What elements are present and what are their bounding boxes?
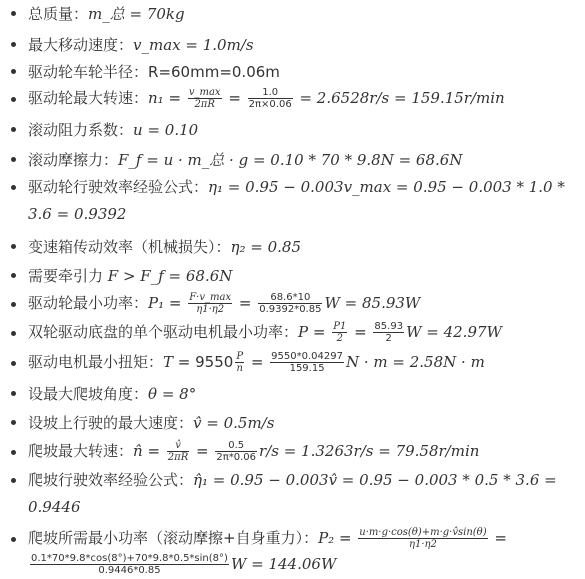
math-symbol: P₁ (148, 294, 165, 312)
math-expression: F_f = u · m_总 · g = 0.10 * 70 * 9.8N = 68.6N (118, 151, 463, 169)
fraction (188, 292, 232, 315)
item-label: 设坡上行驶的最大速度： (28, 414, 194, 432)
fraction-denominator: 2π×0.06 (248, 99, 292, 110)
list-item-wheel-power: 驱动轮最小功率：P₁ = $\frac{F\cdot v\_\max}{\eta 1\cdot\eta 2}$ = $\frac{68.6*10}{0.9392*0.85}$ W = 85.93W (28, 292, 421, 315)
item-label: 爬坡所需最小功率（滚动摩擦+自身重力）： (28, 529, 319, 547)
fraction (373, 321, 404, 344)
item-label: 爬坡行驶效率经验公式： (28, 471, 194, 489)
item-label: 设最大爬坡角度： (28, 385, 149, 403)
fraction (248, 87, 293, 110)
fraction-numerator: v̂ (175, 440, 181, 451)
fraction-denominator: 0.9392*0.85 (259, 304, 322, 315)
fraction-denominator: 159.15 (270, 362, 344, 374)
fraction-numerator: v_max (188, 87, 221, 98)
list-item-motor-torque: 驱动电机最小扭矩：T = 9550 $\frac{P}{n}$ = $\frac{9550*0.04297}{159.15}$ N · m = 2.58N · m (28, 351, 485, 374)
item-label: 驱动轮最小功率： (28, 294, 149, 312)
list-item-slope-rpm: 爬坡最大转速：n̂ = $\frac{v̂}{2\pi R}$ = $\frac{0.5}{2\pi*0.06}$ r/s = 1.3263r/s = 79.58r/min (28, 440, 480, 463)
item-label: 驱动轮车轮半径： (28, 63, 149, 81)
item-label: 需要牵引力 (28, 267, 104, 285)
list-item-max-speed (28, 34, 580, 56)
fraction-numerator: 85.93 (374, 321, 404, 332)
math-constant: 9550 (195, 353, 234, 371)
item-label: 驱动轮行驶效率经验公式： (28, 178, 209, 196)
list-bullet (11, 331, 16, 336)
fraction-numerator: 1.0 (262, 87, 279, 98)
list-item-max-rpm: 驱动轮最大转速：n₁ = $\frac{v\_\max}{2\pi R}$ = $\frac{1.0}{2\pi\times 0.06}$ = 2.6528r/s = 159.15r/min (28, 87, 505, 110)
fraction (358, 527, 487, 550)
fraction (215, 440, 257, 463)
item-label: 滚动摩擦力： (28, 151, 119, 169)
list-bullet (11, 42, 16, 47)
fraction (258, 292, 322, 315)
list-bullet (11, 537, 16, 542)
list-bullet (11, 273, 16, 278)
item-label: 最大移动速度： (28, 36, 134, 54)
math-expression: v_max = 1.0m/s (133, 36, 254, 54)
list-item-total-mass (28, 3, 580, 25)
math-result: = 2.6528r/s = 159.15r/min (299, 89, 505, 107)
math-result: W = 85.93W (324, 294, 421, 312)
fraction-denominator: 2πR (167, 452, 189, 463)
fraction-numerator: u·m·g·cos(θ)+m·g·v̂sin(θ) (359, 527, 487, 538)
fraction-numerator: 0.5 (228, 440, 245, 451)
list-item-drive-efficiency (28, 174, 580, 228)
math-symbol: P (298, 323, 309, 341)
list-bullet (11, 420, 16, 425)
math-expression: m_总 = 70kg (88, 5, 185, 23)
item-label: 爬坡最大转速： (28, 442, 134, 460)
math-symbol: T (163, 353, 174, 371)
item-label: 驱动轮最大转速： (28, 89, 149, 107)
fraction (188, 87, 222, 110)
list-bullet (11, 478, 16, 483)
item-value: R=60mm=0.06m (148, 63, 280, 81)
fraction-numerator: P (236, 351, 244, 362)
math-expression: η₁ = 0.95 − 0.003v_max = 0.95 − 0.003 * 1.0 * 3.6 = 0.9392 (28, 178, 565, 223)
list-item-rolling-coef (28, 119, 580, 141)
list-bullet (11, 11, 16, 16)
fraction-denominator: 2 (373, 332, 404, 344)
item-label: 滚动阻力系数： (28, 121, 134, 139)
list-item-slope-speed (28, 412, 580, 434)
list-item-max-slope (28, 383, 580, 405)
math-expression: η₂ = 0.85 (230, 238, 302, 256)
list-bullet (11, 157, 16, 162)
list-item-gearbox-efficiency (28, 236, 580, 258)
fraction-denominator: 2 (332, 332, 347, 344)
math-symbol: P₂ (318, 529, 335, 547)
list-bullet (11, 450, 16, 455)
list-bullet (11, 127, 16, 132)
list-bullet (11, 244, 16, 249)
list-bullet (11, 302, 16, 307)
math-result: W = 144.06W (230, 555, 337, 573)
fraction (270, 351, 344, 374)
math-expression: F > F_f = 68.6N (107, 267, 233, 285)
list-item-slope-power: 爬坡所需最小功率（滚动摩擦+自身重力）：P₂ = $\frac{u\cdot m\cdot g\cdot\cos(\theta)+m\cdot g\cdot v̂\sin(\theta)}{\eta 1\cdot\eta 2}$ = $\frac{0.1*70*9.8*\cos(8^\circ)+70*9.8*0.5*\sin(8^\circ)}{0.9446*0.85}$ W = 144.06W (28, 527, 507, 576)
list-bullet (11, 391, 16, 396)
fraction-numerator: 68.6*10 (270, 292, 311, 303)
list-bullet (11, 69, 16, 74)
math-result: W = 42.97W (406, 323, 502, 341)
item-label: 驱动电机最小扭矩： (28, 353, 164, 371)
math-result: r/s = 1.3263r/s = 79.58r/min (259, 442, 480, 460)
item-label: 变速箱传动效率（机械损失）： (28, 238, 231, 256)
fraction-denominator: n (236, 363, 243, 374)
math-symbol: n₁ (148, 89, 164, 107)
list-bullet (11, 185, 16, 190)
fraction-denominator: η1·η2 (188, 303, 232, 315)
list-item-motor-power: 双轮驱动底盘的单个驱动电机最小功率：P = $\frac{P1}{2}$ = $\frac{85.93}{2}$ W = 42.97W (28, 321, 502, 344)
item-label: 双轮驱动底盘的单个驱动电机最小功率： (28, 323, 299, 341)
list-item-wheel-radius (28, 61, 580, 83)
fraction-numerator: 9550*0.04297 (271, 351, 343, 362)
item-label: 总质量： (28, 5, 89, 23)
list-item-traction (28, 265, 580, 287)
math-result: N · m = 2.58N · m (345, 353, 485, 371)
list-bullet (11, 97, 16, 102)
math-expression: η̂₁ = 0.95 − 0.003v̂ = 0.95 − 0.003 * 0.5 * 3.6 = 0.9446 (28, 471, 557, 516)
math-expression: u = 0.10 (133, 121, 199, 139)
list-item-rolling-friction (28, 149, 580, 171)
fraction-denominator: 2πR (188, 98, 222, 110)
fraction (167, 440, 189, 463)
fraction-denominator: 0.9446*0.85 (30, 564, 229, 576)
fraction (332, 321, 347, 344)
list-bullet (11, 361, 16, 366)
fraction-numerator: F·v_max (189, 292, 232, 303)
fraction-denominator: 2π*0.06 (216, 452, 257, 463)
math-expression: θ = 8° (148, 385, 197, 403)
math-expression: v̂ = 0.5m/s (193, 414, 275, 432)
list-item-slope-efficiency (28, 467, 580, 521)
fraction-denominator: η1·η2 (358, 538, 487, 550)
fraction-numerator: P1 (333, 321, 347, 332)
fraction-numerator: 0.1*70*9.8*cos(8°)+70*9.8*0.5*sin(8°) (31, 553, 228, 564)
fraction (30, 553, 229, 576)
math-symbol: n̂ (133, 442, 143, 460)
fraction (235, 351, 244, 374)
